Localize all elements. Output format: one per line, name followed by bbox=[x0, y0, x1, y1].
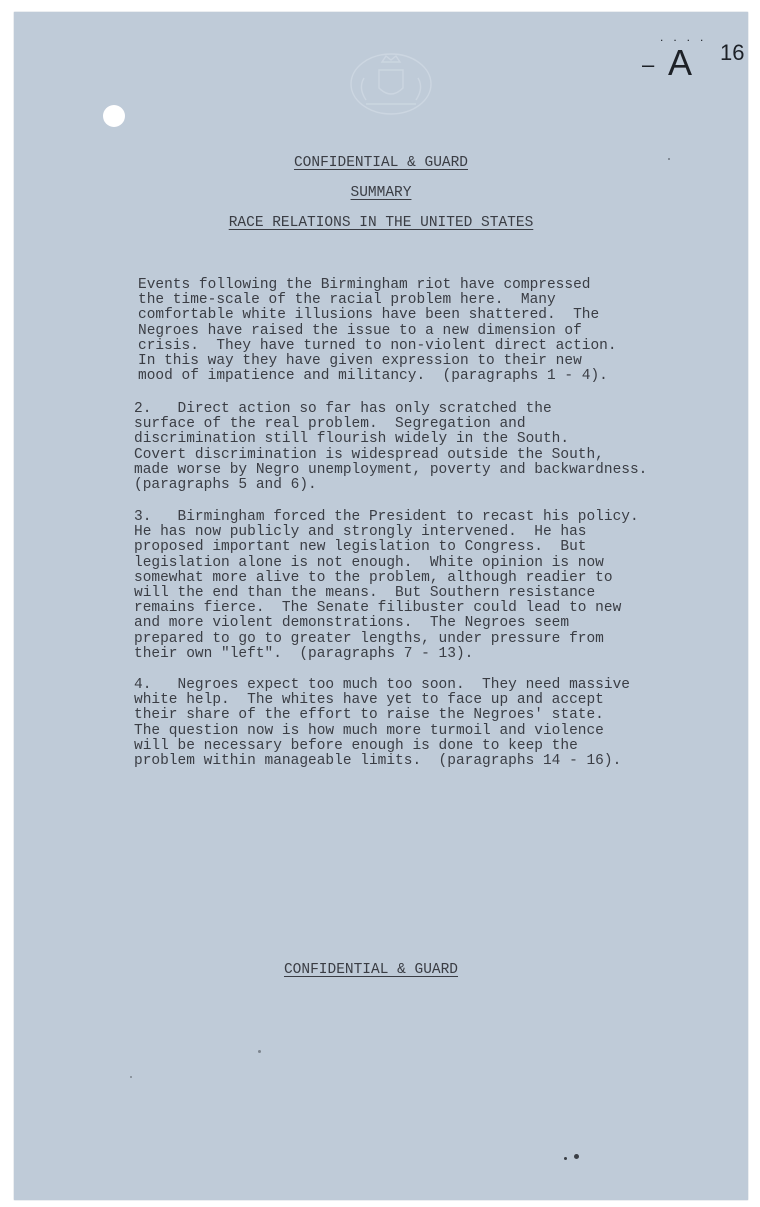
ink-speck bbox=[574, 1154, 579, 1159]
ink-speck bbox=[668, 158, 670, 160]
document-page bbox=[14, 12, 748, 1200]
document-title: RACE RELATIONS IN THE UNITED STATES bbox=[228, 215, 534, 231]
punch-hole bbox=[103, 105, 125, 127]
paragraph-3: 3. Birmingham forced the President to recast his policy. He has now publicly and strongly intervened. He has proposed important new legislation to Congress. But legislation alone is not enough. White opinion is now somewhat more alive to the problem, although readier to will the end than the means. But Southern resistance remains fierce. The Senate filibuster could lead to new and more violent demonstrations. The Negroes seem prepared to go to greater lengths, under pressure from their own "left". (paragraphs 7 - 13). bbox=[134, 509, 639, 662]
classification-footer: CONFIDENTIAL & GUARD bbox=[283, 962, 459, 978]
summary-heading: SUMMARY bbox=[350, 185, 412, 201]
paragraph-2: 2. Direct action so far has only scratched the surface of the real problem. Segregation and discrimination still flourish widely in the South. Covert discrimination is widespread outside the South, made worse by Negro unemployment, poverty and backwardness. (paragraphs 5 and 6). bbox=[134, 401, 648, 494]
archive-reference bbox=[642, 30, 752, 86]
paragraph-4: 4. Negroes expect too much too soon. They need massive white help. The whites have yet to face up and accept their share of the effort to raise the Negroes' state. The question now is how much more turmoil and violence will be necessary before enough is done to keep the problem within manageable limits. (paragraphs 14 - 16). bbox=[134, 677, 630, 770]
ref-letter: A bbox=[668, 42, 694, 83]
ink-speck bbox=[130, 1076, 132, 1078]
ref-number: 16 bbox=[720, 40, 745, 65]
ink-speck bbox=[258, 1050, 261, 1053]
ref-dash: – bbox=[642, 52, 655, 77]
ink-speck bbox=[564, 1157, 567, 1160]
paragraph-1: Events following the Birmingham riot have compressed the time-scale of the racial problem here. Many comfortable white illusions have been shattered. The Negroes have raised the issue to a new dimension of crisis. They have turned to non-violent direct action. In this way they have given expression to their new mood of impatience and militancy. (paragraphs 1 - 4). bbox=[138, 277, 617, 385]
royal-crest-emboss bbox=[344, 48, 438, 118]
ref-dots: .... bbox=[660, 30, 714, 44]
classification-heading: CONFIDENTIAL & GUARD bbox=[293, 155, 469, 171]
